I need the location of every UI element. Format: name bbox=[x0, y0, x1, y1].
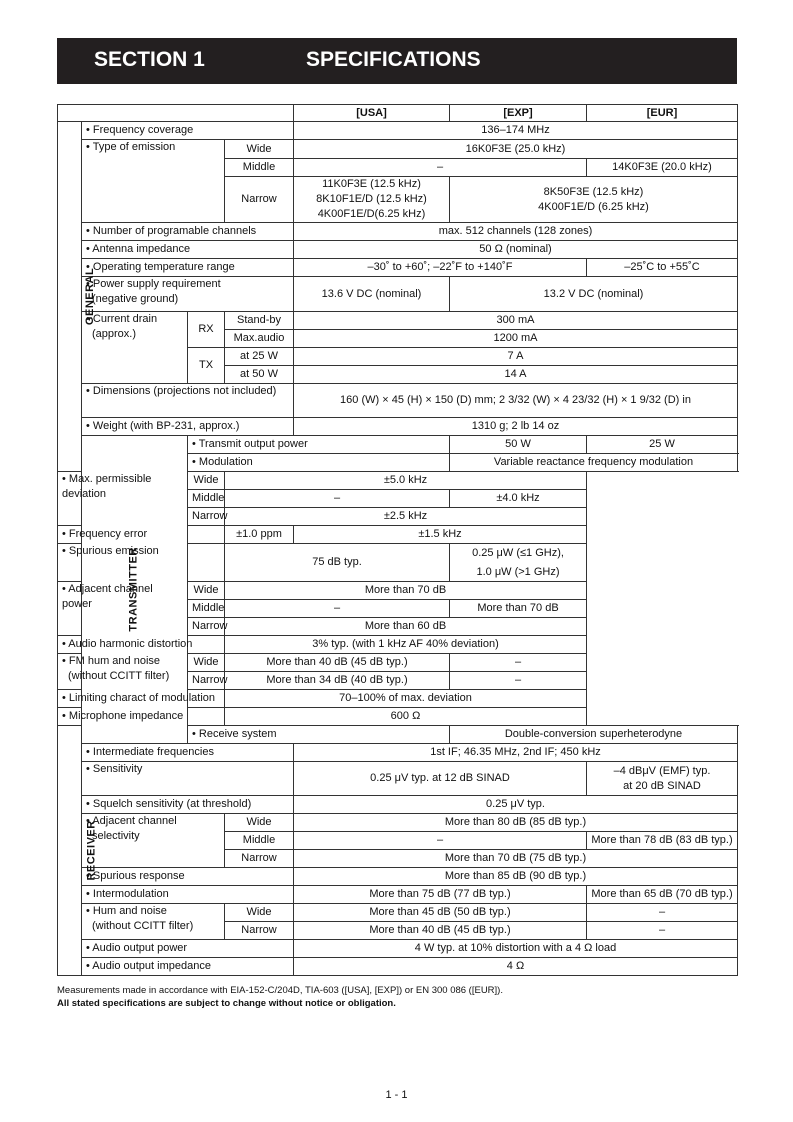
row-label: • FM hum and noise (without CCITT filter) bbox=[58, 654, 188, 690]
row-label: • Receive system bbox=[188, 726, 450, 744]
sub-label: Narrow bbox=[225, 922, 294, 940]
table-row bbox=[58, 796, 738, 814]
sub-label: Narrow bbox=[225, 850, 294, 868]
row-label: • Transmit output power bbox=[188, 436, 450, 454]
cell-value: ±1.0 ppm bbox=[225, 526, 294, 544]
row-label: • Intermediate frequencies bbox=[82, 744, 294, 762]
table-row bbox=[58, 241, 738, 259]
table-row bbox=[58, 277, 738, 312]
cell-value: – bbox=[225, 490, 450, 508]
row-label: • Spurious response bbox=[82, 868, 294, 886]
cell-value: –30˚ to +60˚; –22˚F to +140˚F bbox=[294, 259, 587, 277]
sub-label: TX bbox=[188, 348, 225, 384]
receiver-section-label: RECEIVER bbox=[58, 726, 82, 976]
page-title: SPECIFICATIONS bbox=[306, 48, 481, 71]
table-row bbox=[58, 384, 738, 418]
cell-value: More than 40 dB (45 dB typ.) bbox=[294, 922, 587, 940]
cell-value: – bbox=[450, 654, 587, 672]
footnote-measurements: Measurements made in accordance with EIA-152-C/204D, TIA-603 ([USA], [EXP]) or EN 300 086 ([EUR]). bbox=[57, 985, 503, 996]
row-label: • Audio output impedance bbox=[82, 958, 294, 976]
sub-label: Narrow bbox=[225, 177, 294, 223]
cell-value: – bbox=[225, 600, 450, 618]
table-row bbox=[58, 436, 738, 454]
sub-label: Wide bbox=[225, 814, 294, 832]
cell-value: 13.2 V DC (nominal) bbox=[450, 277, 738, 312]
cell-value: Double-conversion superheterodyne bbox=[450, 726, 738, 744]
row-label: • Dimensions (projections not included) bbox=[82, 384, 294, 418]
table-row bbox=[58, 122, 738, 140]
sub-label: at 25 W bbox=[225, 348, 294, 366]
table-row bbox=[58, 904, 738, 922]
table-row bbox=[58, 762, 738, 796]
footnote-disclaimer: All stated specifications are subject to change without notice or obligation. bbox=[57, 997, 396, 1009]
footnote bbox=[57, 985, 503, 1011]
cell-value: 0.25 μV typ. bbox=[294, 796, 738, 814]
cell-value: 4 Ω bbox=[294, 958, 738, 976]
cell-value: Variable reactance frequency modulation bbox=[450, 454, 738, 472]
sub-label: Middle bbox=[225, 159, 294, 177]
cell-value: 75 dB typ. bbox=[225, 544, 450, 582]
sub-label: Narrow bbox=[188, 672, 225, 690]
general-section-label: GENERAL bbox=[58, 122, 82, 472]
cell-value: – bbox=[587, 922, 738, 940]
table-row bbox=[58, 223, 738, 241]
row-label: • Sensitivity bbox=[82, 762, 294, 796]
cell-value: –4 dBμV (EMF) typ. at 20 dB SINAD bbox=[587, 762, 738, 796]
row-label: • Limiting charact of modulation bbox=[58, 690, 225, 708]
page-number: 1 - 1 bbox=[385, 1089, 408, 1101]
transmitter-section-label: TRANSMITTER bbox=[82, 436, 188, 744]
cell-value: 3% typ. (with 1 kHz AF 40% deviation) bbox=[225, 636, 587, 654]
cell-value: 7 A bbox=[294, 348, 738, 366]
cell-value: 4 W typ. at 10% distortion with a 4 Ω load bbox=[294, 940, 738, 958]
table-row bbox=[58, 312, 738, 330]
row-label: • Weight (with BP-231, approx.) bbox=[82, 418, 294, 436]
table-row bbox=[58, 418, 738, 436]
cell-value: ±4.0 kHz bbox=[450, 490, 587, 508]
row-label: • Adjacent channel power bbox=[58, 582, 188, 636]
row-label: • Audio output power bbox=[82, 940, 294, 958]
cell-value: 50 W bbox=[450, 436, 587, 454]
header-blank bbox=[58, 105, 294, 122]
col-usa: [USA] bbox=[294, 105, 450, 122]
sub-label: Max.audio bbox=[225, 330, 294, 348]
cell-value: ±5.0 kHz bbox=[225, 472, 587, 490]
cell-value: – bbox=[294, 832, 587, 850]
row-label: • Adjacent channel selectivity bbox=[82, 814, 225, 868]
sub-label: Narrow bbox=[188, 618, 225, 636]
table-header-row bbox=[58, 105, 738, 122]
cell-value: More than 85 dB (90 dB typ.) bbox=[294, 868, 738, 886]
row-label: • Intermodulation bbox=[82, 886, 294, 904]
cell-value: 160 (W) × 45 (H) × 150 (D) mm; 2 3/32 (W) × 4 23/32 (H) × 1 9/32 (D) in bbox=[294, 384, 738, 418]
cell-value: –25˚C to +55˚C bbox=[587, 259, 738, 277]
cell-value: 14K0F3E (20.0 kHz) bbox=[587, 159, 738, 177]
cell-value: More than 70 dB (75 dB typ.) bbox=[294, 850, 738, 868]
section-number: SECTION 1 bbox=[94, 48, 205, 71]
section-header bbox=[57, 38, 737, 84]
row-label: • Audio harmonic distortion bbox=[58, 636, 225, 654]
sub-label: at 50 W bbox=[225, 366, 294, 384]
table-row bbox=[58, 744, 738, 762]
sub-label: Wide bbox=[225, 904, 294, 922]
cell-value: 1200 mA bbox=[294, 330, 738, 348]
table-row bbox=[58, 654, 738, 672]
cell-value: 0.25 μW (≤1 GHz), 1.0 μW (>1 GHz) bbox=[450, 544, 587, 582]
cell-value: 25 W bbox=[587, 436, 738, 454]
cell-value: ±1.5 kHz bbox=[294, 526, 587, 544]
row-label: • Power supply requirement (negative ground) bbox=[82, 277, 294, 312]
sub-label: Stand-by bbox=[225, 312, 294, 330]
cell-value: – bbox=[450, 672, 587, 690]
sub-label: Wide bbox=[188, 582, 225, 600]
table-row bbox=[58, 814, 738, 832]
cell-value: 0.25 μV typ. at 12 dB SINAD bbox=[294, 762, 587, 796]
cell-value: 16K0F3E (25.0 kHz) bbox=[294, 140, 738, 159]
cell-value: 14 A bbox=[294, 366, 738, 384]
cell-value: More than 45 dB (50 dB typ.) bbox=[294, 904, 587, 922]
cell-value: – bbox=[294, 159, 587, 177]
table-row bbox=[58, 636, 738, 654]
sub-label: Narrow bbox=[188, 508, 225, 526]
cell-value: More than 34 dB (40 dB typ.) bbox=[225, 672, 450, 690]
sub-label: Middle bbox=[188, 600, 225, 618]
table-row bbox=[58, 526, 738, 544]
row-label: • Modulation bbox=[188, 454, 450, 472]
sub-label: Middle bbox=[188, 490, 225, 508]
sub-label: Wide bbox=[188, 472, 225, 490]
table-row bbox=[58, 544, 738, 582]
cell-value: 1310 g; 2 lb 14 oz bbox=[294, 418, 738, 436]
cell-value: More than 40 dB (45 dB typ.) bbox=[225, 654, 450, 672]
row-label: • Number of programable channels bbox=[82, 223, 294, 241]
cell-value: More than 70 dB bbox=[450, 600, 587, 618]
cell-value: 300 mA bbox=[294, 312, 738, 330]
cell-value: More than 60 dB bbox=[225, 618, 587, 636]
table-row bbox=[58, 259, 738, 277]
col-eur: [EUR] bbox=[587, 105, 738, 122]
cell-value: 50 Ω (nominal) bbox=[294, 241, 738, 259]
table-row bbox=[58, 886, 738, 904]
row-label: • Operating temperature range bbox=[82, 259, 294, 277]
cell-value: 600 Ω bbox=[225, 708, 587, 726]
row-label: • Type of emission bbox=[82, 140, 225, 223]
cell-value: More than 65 dB (70 dB typ.) bbox=[587, 886, 738, 904]
cell-value: max. 512 channels (128 zones) bbox=[294, 223, 738, 241]
sub-label: Middle bbox=[225, 832, 294, 850]
row-label: • Hum and noise (without CCITT filter) bbox=[82, 904, 225, 940]
sub-label: Wide bbox=[225, 140, 294, 159]
sub-label: RX bbox=[188, 312, 225, 348]
specifications-table bbox=[57, 104, 738, 976]
cell-value: 136–174 MHz bbox=[294, 122, 738, 140]
cell-value: More than 80 dB (85 dB typ.) bbox=[294, 814, 738, 832]
sub-label: Wide bbox=[188, 654, 225, 672]
row-label: • Frequency coverage bbox=[82, 122, 294, 140]
cell-value: More than 75 dB (77 dB typ.) bbox=[294, 886, 587, 904]
table-row bbox=[58, 940, 738, 958]
table-row bbox=[58, 140, 738, 159]
row-label: • Max. permissible deviation bbox=[58, 472, 188, 526]
col-exp: [EXP] bbox=[450, 105, 587, 122]
cell-value: 13.6 V DC (nominal) bbox=[294, 277, 450, 312]
cell-value: ±2.5 kHz bbox=[225, 508, 587, 526]
table-row bbox=[58, 690, 738, 708]
table-row bbox=[58, 472, 738, 490]
cell-value: 1st IF; 46.35 MHz, 2nd IF; 450 kHz bbox=[294, 744, 738, 762]
cell-value: More than 78 dB (83 dB typ.) bbox=[587, 832, 738, 850]
table-row bbox=[58, 958, 738, 976]
table-row bbox=[58, 868, 738, 886]
cell-value: – bbox=[587, 904, 738, 922]
row-label: • Current drain (approx.) bbox=[82, 312, 188, 384]
row-label: • Squelch sensitivity (at threshold) bbox=[82, 796, 294, 814]
cell-value: 70–100% of max. deviation bbox=[225, 690, 587, 708]
row-label: • Microphone impedance bbox=[58, 708, 225, 726]
row-label: • Frequency error bbox=[58, 526, 225, 544]
cell-value: 8K50F3E (12.5 kHz) 4K00F1E/D (6.25 kHz) bbox=[450, 177, 738, 223]
table-row bbox=[58, 708, 738, 726]
cell-value: 11K0F3E (12.5 kHz) 8K10F1E/D (12.5 kHz) 4K00F1E/D(6.25 kHz) bbox=[294, 177, 450, 223]
row-label: • Antenna impedance bbox=[82, 241, 294, 259]
row-label: • Spurious emission bbox=[58, 544, 225, 582]
cell-value: More than 70 dB bbox=[225, 582, 587, 600]
